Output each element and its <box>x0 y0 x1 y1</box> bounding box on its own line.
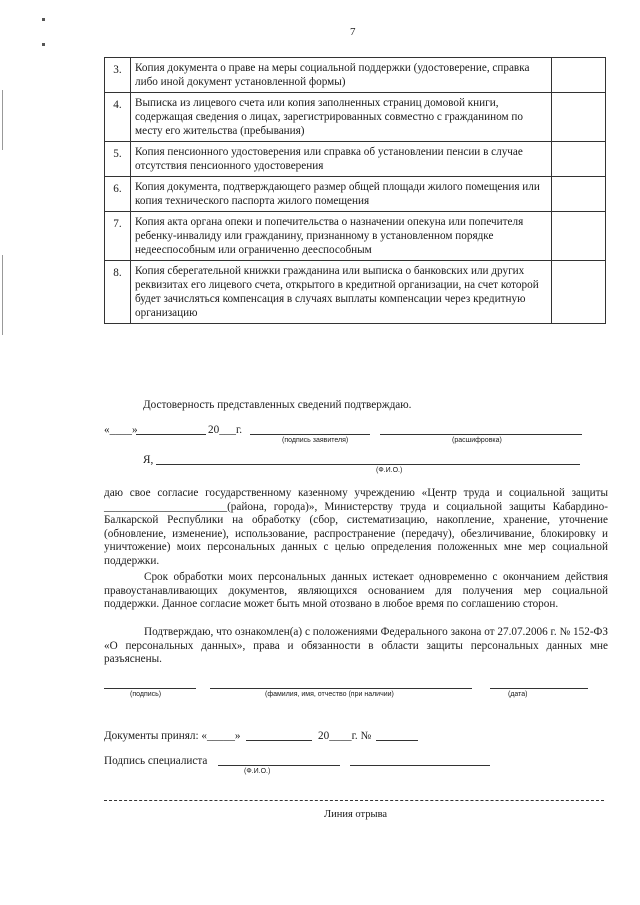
applicant-decode-field[interactable] <box>380 434 582 435</box>
scan-mark <box>2 255 3 335</box>
specialist-caption: (Ф.И.О.) <box>244 768 271 775</box>
documents-table <box>104 57 606 324</box>
document-mark-cell[interactable] <box>552 261 606 324</box>
specialist-label: Подпись специалиста <box>104 755 208 767</box>
document-number: 3. <box>105 58 131 93</box>
bottom-date-field[interactable] <box>490 688 588 689</box>
date-month-field[interactable] <box>136 434 206 435</box>
date-year: 20___г. <box>208 424 243 436</box>
accepted-month-field[interactable] <box>246 740 312 741</box>
document-row <box>105 58 606 93</box>
fio-caption: (Ф.И.О.) <box>376 467 403 474</box>
accepted-label: Документы принял: «_____» <box>104 730 241 742</box>
document-number: 6. <box>105 177 131 212</box>
document-number: 4. <box>105 93 131 142</box>
accepted-number-field[interactable] <box>376 740 418 741</box>
specialist-signature-field[interactable] <box>218 765 340 766</box>
bottom-fullname-caption: (фамилия, имя, отчество (при наличии) <box>265 691 394 698</box>
scan-mark <box>42 18 45 21</box>
document-row <box>105 212 606 261</box>
tear-line-label: Линия отрыва <box>324 809 388 820</box>
document-description: Копия сберегательной книжки гражданина или выписка о банковских или других реквизитах его лицевого счета, открытого в кредитной организации, на счет которой будет зачисляться компенсация в случаях выплаты компенсации через кредитную организацию <box>131 261 552 324</box>
document-row <box>105 93 606 142</box>
bottom-signature-caption: (подпись) <box>130 691 162 698</box>
document-mark-cell[interactable] <box>552 58 606 93</box>
document-description: Выписка из лицевого счета или копия заполненных страниц домовой книги, содержащая сведения о лицах, зарегистрированных совместно с гражданином по месту его жительства (пребывания) <box>131 93 552 142</box>
date-open: «____» <box>104 424 138 436</box>
page-number: 7 <box>350 26 356 38</box>
document-row <box>105 177 606 212</box>
applicant-name-field[interactable] <box>156 464 580 465</box>
specialist-name-field[interactable] <box>350 765 490 766</box>
document-mark-cell[interactable] <box>552 212 606 261</box>
term-paragraph: Срок обработки моих персональных данных истекает одновременно с окончанием действия правоустанавливающих документов, являющихся основанием для получения мер социальной поддержки. Данное согласие может быть мной отозвано в любое время по соглашению сторон. <box>104 571 608 611</box>
tear-line <box>104 800 604 801</box>
document-description: Копия документа, подтверждающего размер общей площади жилого помещения или копия технического паспорта жилого помещения <box>131 177 552 212</box>
document-description: Копия пенсионного удостоверения или справка об установлении пенсии в случае отсутствия пенсионного удостоверения <box>131 142 552 177</box>
document-description: Копия акта органа опеки и попечительства о назначении опекуна или попечителя ребенку-инвалиду или гражданину, признанному в установленном порядке недееспособным или ограниченно дееспособным <box>131 212 552 261</box>
decode-caption: (расшифровка) <box>452 437 502 444</box>
law-paragraph: Подтверждаю, что ознакомлен(а) с положениями Федерального закона от 27.07.2006 г. № 152-ФЗ «О персональных данных», права и обязанности в области защиты персональных данных мне разъяснены. <box>104 626 608 666</box>
document-number: 5. <box>105 142 131 177</box>
document-description: Копия документа о праве на меры социальной поддержки (удостоверение, справка либо иной документ установленной формы) <box>131 58 552 93</box>
document-number: 7. <box>105 212 131 261</box>
accepted-year: 20____г. № <box>318 730 372 742</box>
bottom-fullname-field[interactable] <box>210 688 472 689</box>
document-mark-cell[interactable] <box>552 177 606 212</box>
document-row <box>105 261 606 324</box>
document-mark-cell[interactable] <box>552 142 606 177</box>
document-number: 8. <box>105 261 131 324</box>
applicant-signature-field[interactable] <box>250 434 370 435</box>
bottom-signature-field[interactable] <box>104 688 196 689</box>
ya-label: Я, <box>143 454 154 466</box>
document-row <box>105 142 606 177</box>
bottom-date-caption: (дата) <box>508 691 528 698</box>
consent-paragraph: даю свое согласие государственному казенному учреждению «Центр труда и социальной защиты ______________________(района, города)», Министерству труда и социальной защиты Кабардино-Балкарской Республики на обработку (сбор, систематизацию, накопление, хранение, уточнение (обновление, изменение), использование, распространение (передачу), обезличивание, блокировку и уничтожение) моих персональных данных с целью определения положенных мне мер социальной поддержки. <box>104 487 608 567</box>
signature-caption: (подпись заявителя) <box>282 437 349 444</box>
confirm-statement: Достоверность представленных сведений подтверждаю. <box>143 399 412 411</box>
scan-mark <box>2 90 3 150</box>
scan-mark <box>42 43 45 46</box>
document-mark-cell[interactable] <box>552 93 606 142</box>
